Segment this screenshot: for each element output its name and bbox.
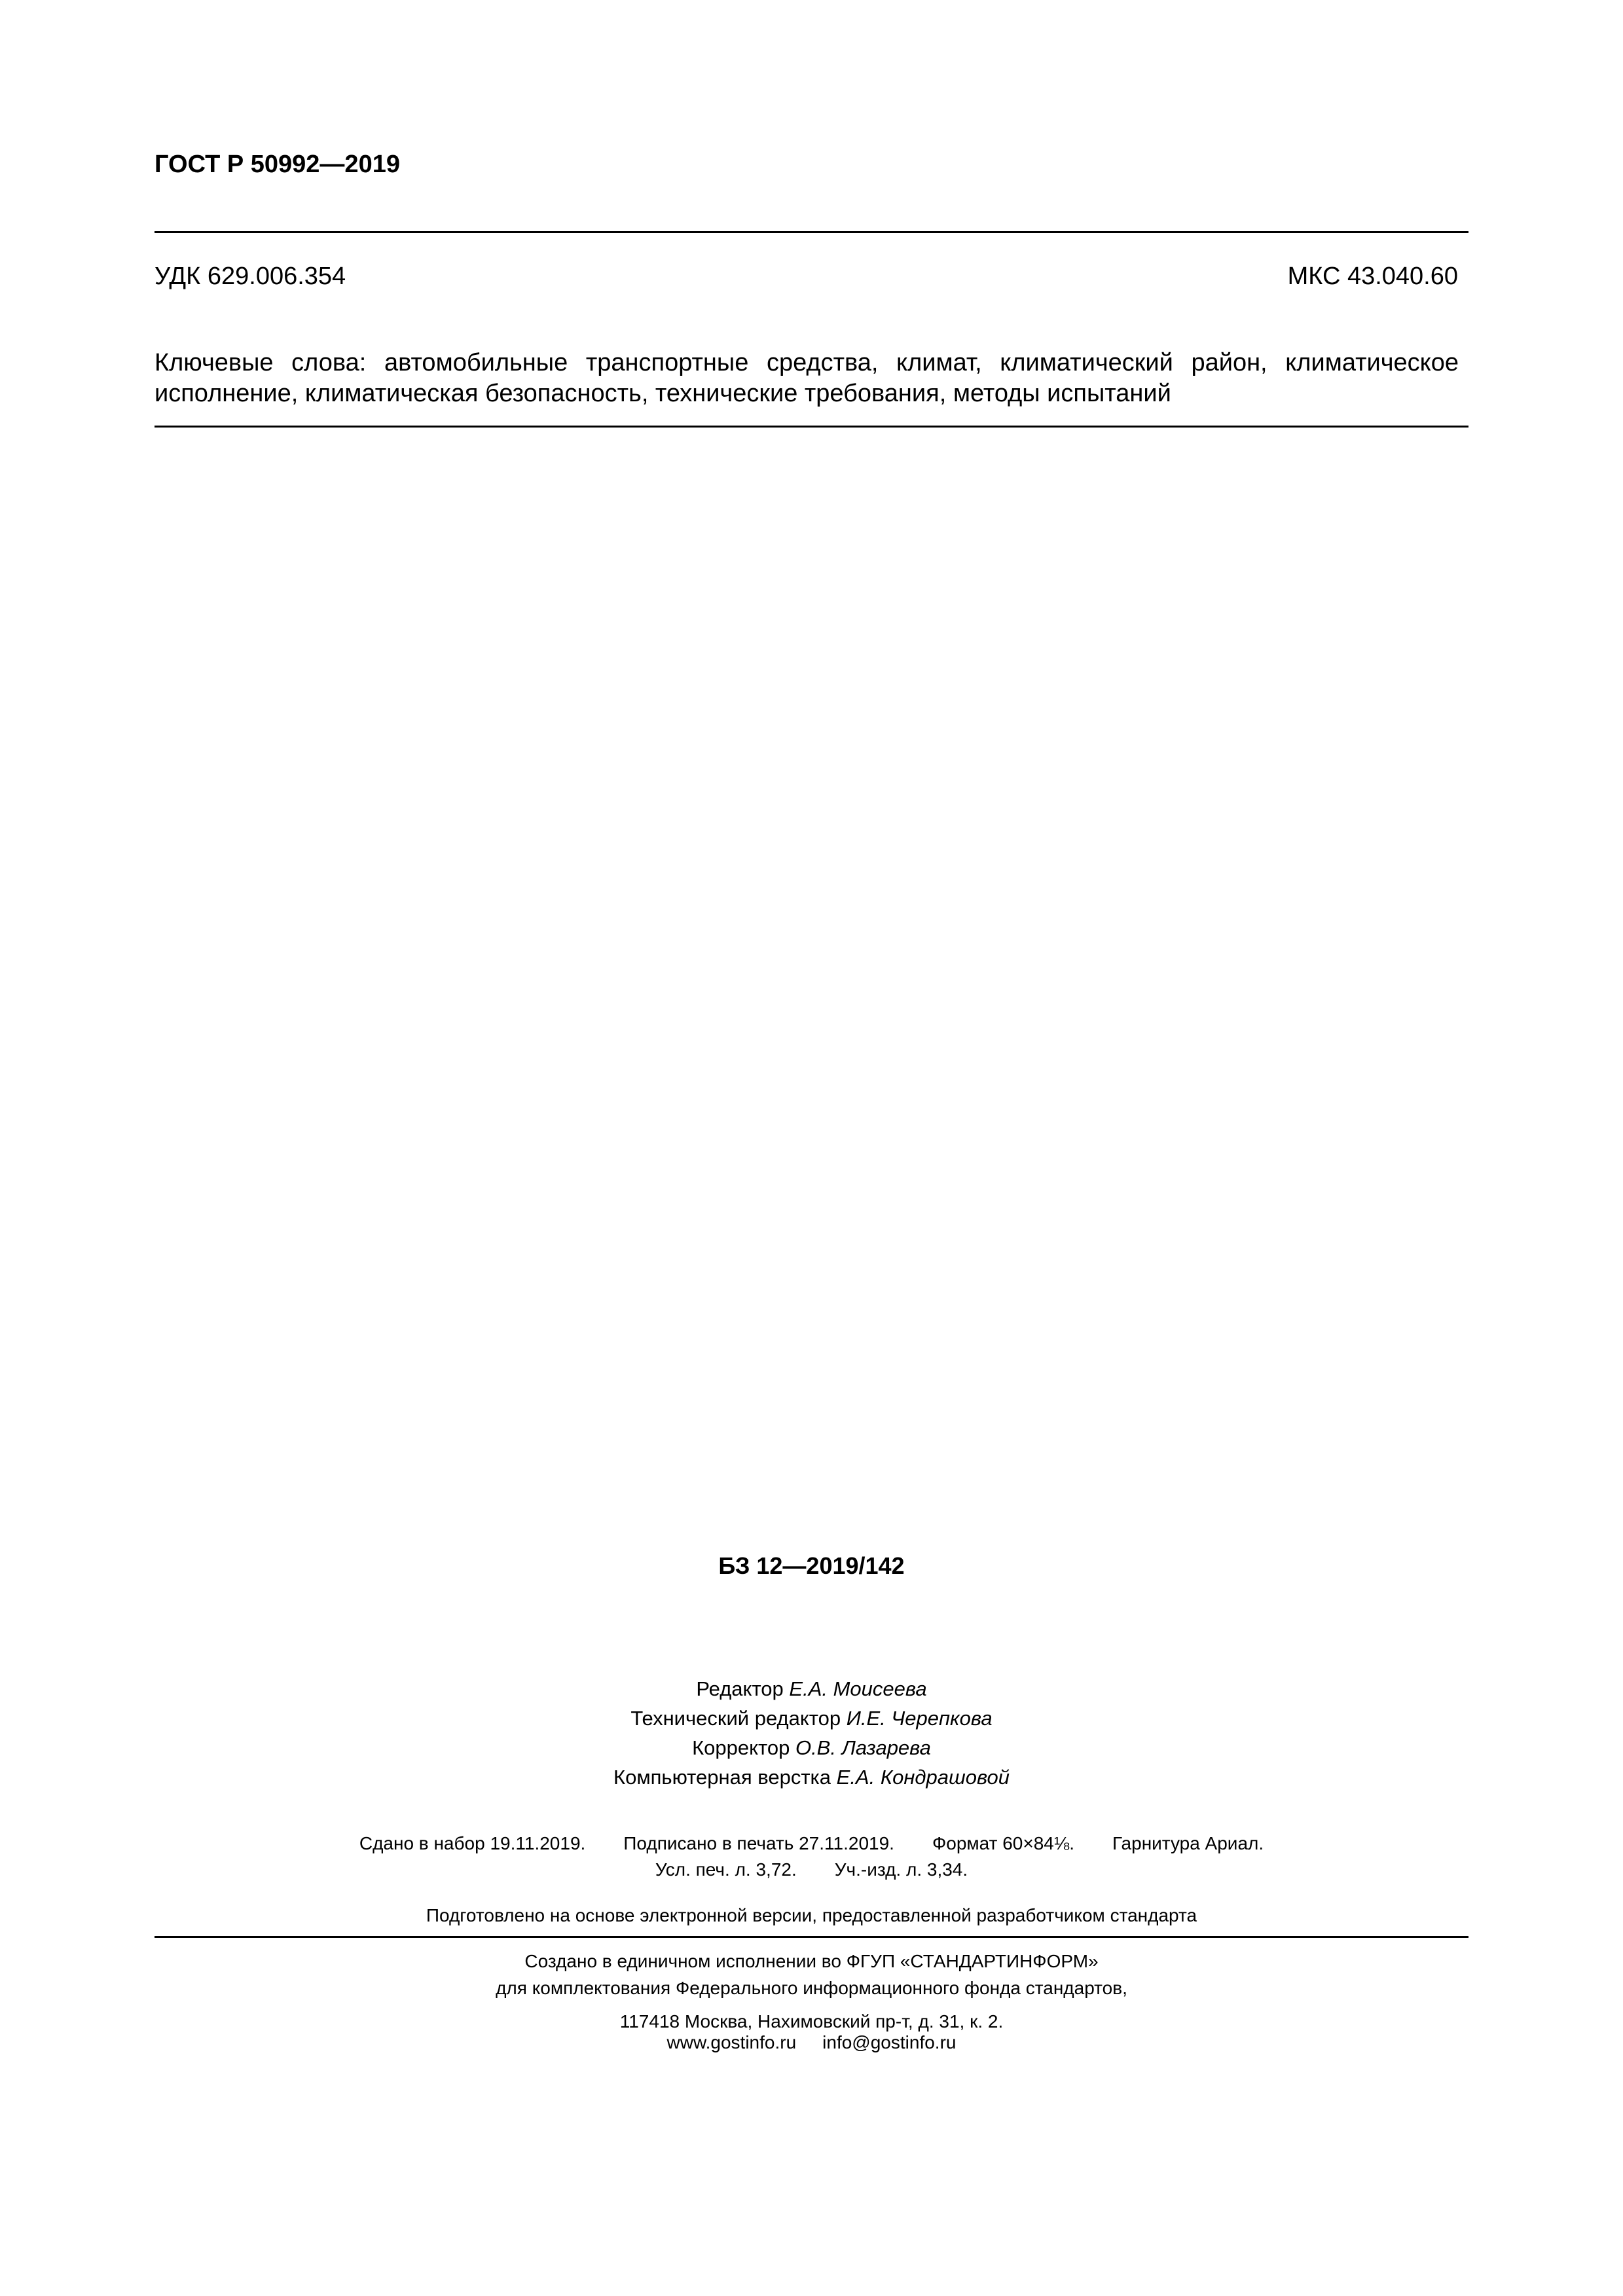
prepared-note: Подготовлено на основе электронной версии, предоставленной разработчиком стандарта — [426, 1905, 1197, 1925]
staff-line-tech-editor — [0, 1708, 1623, 1728]
mks-code: МКС 43.040.60 — [1287, 263, 1458, 290]
keywords-paragraph: Ключевые слова: автомобильные транспортные средства, климат, климатический район, климатическое исполнение, климатическая безопасность, технические требования, методы испытаний — [155, 349, 1459, 407]
staff-line-editor — [0, 1679, 1623, 1699]
submitted-date: Сдано в набор 19.11.2019. — [359, 1833, 586, 1853]
staff-line-proofreader — [0, 1738, 1623, 1758]
top-divider — [155, 231, 1468, 233]
staff-name: И.Е. Черепкова — [846, 1707, 993, 1730]
staff-role: Компьютерная верстка — [613, 1766, 831, 1789]
staff-line-layout — [0, 1767, 1623, 1787]
email-link[interactable]: info@gostinfo.ru — [822, 2032, 957, 2052]
print-info-line2 — [0, 1861, 1623, 1879]
udk-code: УДК 629.006.354 — [155, 263, 346, 290]
signed-date: Подписано в печать 27.11.2019. — [623, 1833, 894, 1853]
publisher-contacts — [0, 2033, 1623, 2052]
publisher-divider — [155, 1936, 1468, 1938]
typeface: Гарнитура Ариал. — [1112, 1833, 1264, 1853]
publisher-line1: Создано в единичном исполнении во ФГУП «СТАНДАРТИНФОРМ» — [524, 1951, 1099, 1971]
print-info-line1 — [0, 1834, 1623, 1853]
staff-role: Редактор — [696, 1677, 784, 1700]
paper-format: Формат 60×84⅛. — [932, 1833, 1074, 1853]
keywords-divider — [155, 426, 1468, 428]
staff-name: Е.А. Кондрашовой — [836, 1766, 1010, 1789]
bz-number: БЗ 12—2019/142 — [718, 1552, 905, 1579]
publisher-line2: для комплектования Федерального информационного фонда стандартов, — [496, 1978, 1127, 1998]
publishing-sheets: Уч.-изд. л. 3,34. — [834, 1859, 968, 1880]
website-link[interactable]: www.gostinfo.ru — [666, 2032, 797, 2052]
staff-name: О.В. Лазарева — [795, 1736, 931, 1759]
staff-name: Е.А. Моисеева — [789, 1677, 927, 1700]
staff-role: Технический редактор — [630, 1707, 841, 1730]
standard-code-title: ГОСТ Р 50992—2019 — [155, 151, 400, 178]
publisher-address: 117418 Москва, Нахимовский пр-т, д. 31, к. 2. — [619, 2011, 1004, 2032]
conventional-sheets: Усл. печ. л. 3,72. — [655, 1859, 797, 1880]
staff-role: Корректор — [692, 1736, 790, 1759]
